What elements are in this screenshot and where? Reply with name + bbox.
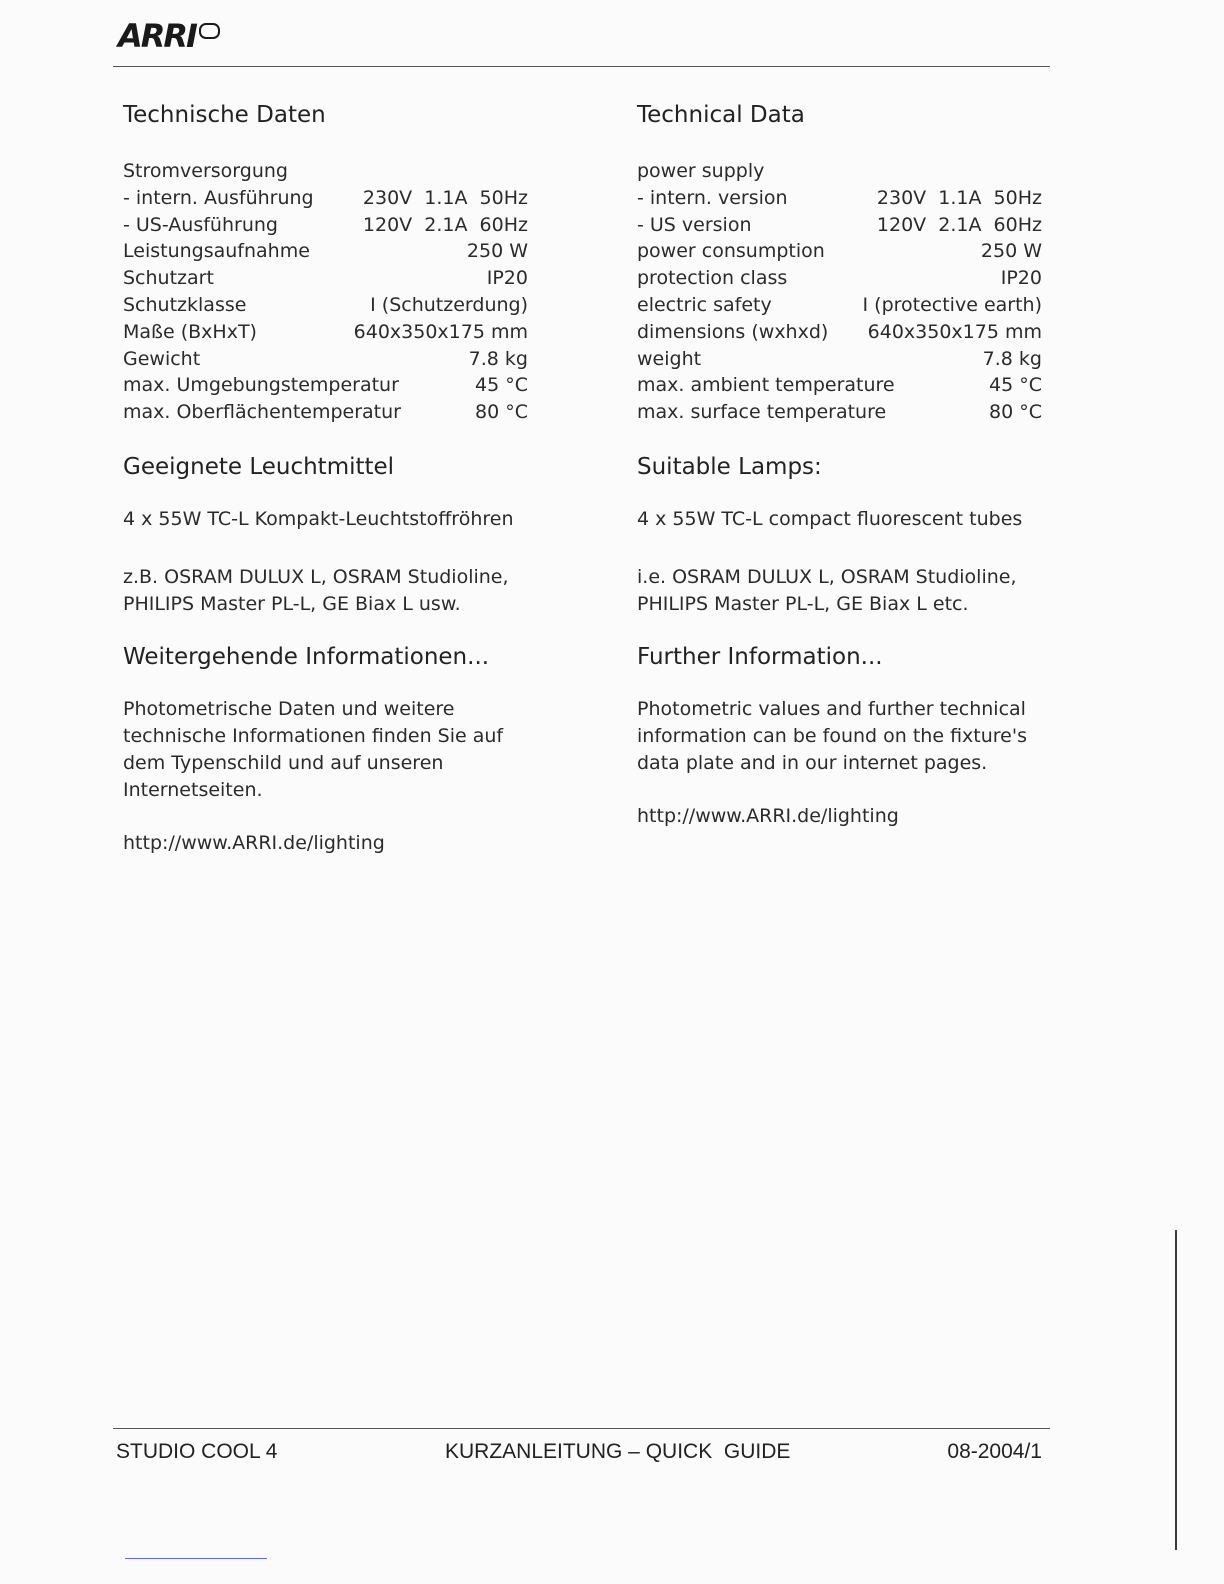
spec-label: - US-Ausführung [123,213,278,236]
de-spec-row [123,319,528,346]
scan-mark-line [125,1558,267,1559]
spec-value: IP20 [1000,267,1042,290]
en-title: Technical Data [637,102,805,128]
en-spec-row [637,265,1042,292]
de-spec-row [123,292,528,319]
spec-label: Schutzklasse [123,293,247,316]
en-spec-row [637,372,1042,399]
en-lamps-text: 4 x 55W TC-L compact fluorescent tubes [637,507,1023,530]
en-info-text [637,696,1042,777]
de-title: Technische Daten [123,102,326,128]
spec-label: electric safety [637,293,772,316]
en-spec-row [637,212,1042,239]
header-rule [113,66,1050,67]
spec-label: max. Umgebungstemperatur [123,374,399,397]
de-info-line: technische Informationen finden Sie auf [123,724,504,747]
en-lamps-title: Suitable Lamps: [637,453,822,480]
de-lamps-text: 4 x 55W TC-L Kompakt-Leuchtstoffröhren [123,507,514,530]
en-spec-row [637,319,1042,346]
spec-label: dimensions (wxhxd) [637,320,829,343]
en-lamps-examples-line: PHILIPS Master PL-L, GE Biax L etc. [637,592,969,615]
spec-label: Schutzart [123,267,214,290]
spec-label: - intern. Ausführung [123,186,314,209]
de-spec-heading: Stromversorgung [123,160,288,182]
en-info-line: Photometric values and further technical [637,697,1026,720]
en-spec-row [637,399,1042,426]
spec-value: 250 W [980,240,1042,263]
spec-label: Leistungsaufnahme [123,240,310,263]
spec-label: - US version [637,213,752,236]
german-column [123,100,528,857]
de-info-line: dem Typenschild und auf unseren [123,751,444,774]
spec-value: 120V 2.1A 60Hz [362,213,528,236]
de-lamps-examples-line: z.B. OSRAM DULUX L, OSRAM Studioline, [123,565,509,588]
footer-version: 08-2004/1 [947,1440,1042,1463]
page-edge-line [1175,1230,1177,1550]
spec-label: - intern. version [637,186,788,209]
spec-value: 45 °C [475,374,528,397]
spec-label: power consumption [637,240,825,263]
spec-value: IP20 [486,267,528,290]
en-spec-row [637,292,1042,319]
de-spec-row [123,265,528,292]
logo-seal-icon [199,23,220,39]
spec-value: 7.8 kg [468,347,528,370]
spec-label: weight [637,347,702,370]
de-spec-row [123,399,528,426]
en-specs [637,158,1042,426]
spec-value: 640x350x175 mm [867,320,1042,343]
en-spec-heading: power supply [637,160,765,182]
de-spec-row [123,346,528,373]
spec-value: 640x350x175 mm [353,320,528,343]
arri-logo [118,18,220,54]
en-info-line: data plate and in our internet pages. [637,751,988,774]
spec-value: 45 °C [989,374,1042,397]
spec-value: 230V 1.1A 50Hz [876,186,1042,209]
spec-value: 120V 2.1A 60Hz [876,213,1042,236]
spec-label: max. surface temperature [637,401,887,424]
de-spec-row [123,185,528,212]
en-spec-row [637,346,1042,373]
spec-value: 230V 1.1A 50Hz [362,186,528,209]
spec-value: I (Schutzerdung) [370,293,528,316]
spec-value: 80 °C [475,401,528,424]
de-spec-row [123,212,528,239]
spec-label: max. Oberflächentemperatur [123,401,401,424]
de-spec-row [123,238,528,265]
en-url-link[interactable]: http://www.ARRI.de/lighting [637,804,899,827]
spec-value: 7.8 kg [982,347,1042,370]
de-spec-row [123,372,528,399]
logo-text: ARRI [118,17,196,55]
footer-model: STUDIO COOL 4 [116,1440,278,1463]
de-info-title: Weitergehende Informationen... [123,643,490,670]
spec-label: protection class [637,267,788,290]
english-column [637,100,1042,830]
de-lamps-title: Geeignete Leuchtmittel [123,453,395,480]
spec-value: I (protective earth) [862,293,1042,316]
en-lamps-examples-line: i.e. OSRAM DULUX L, OSRAM Studioline, [637,565,1017,588]
spec-value: 80 °C [989,401,1042,424]
footer-guide: KURZANLEITUNG – QUICK GUIDE [445,1440,791,1463]
de-specs [123,158,528,426]
spec-label: Gewicht [123,347,201,370]
en-info-title: Further Information... [637,643,883,670]
en-spec-row [637,238,1042,265]
de-info-line: Internetseiten. [123,778,263,801]
spec-label: max. ambient temperature [637,374,895,397]
spec-value: 250 W [466,240,528,263]
footer-rule [113,1428,1050,1429]
de-lamps-examples-line: PHILIPS Master PL-L, GE Biax L usw. [123,592,461,615]
en-spec-row [637,185,1042,212]
en-info-line: information can be found on the fixture's [637,724,1027,747]
spec-label: Maße (BxHxT) [123,320,257,343]
de-info-text [123,696,528,804]
de-info-line: Photometrische Daten und weitere [123,697,455,720]
de-url-link[interactable]: http://www.ARRI.de/lighting [123,831,385,854]
